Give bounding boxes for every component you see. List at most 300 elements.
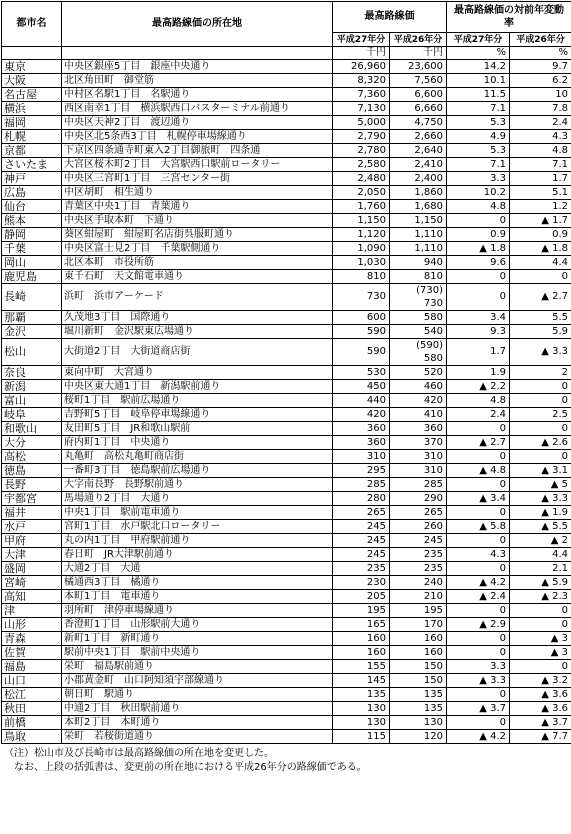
price-h27-cell: 2,050 [333,186,390,200]
unit-rate-h27: % [447,47,510,60]
rate-h27-cell: ▲ 2.2 [447,380,510,394]
price-h26-cell: 160 [390,646,447,660]
table-row [2,380,571,394]
location-cell: 一番町3丁目 徳島駅前広場通り [62,464,333,478]
rate-h27-cell: 0 [447,534,510,548]
table-row [2,730,571,744]
price-h27-cell: 285 [333,478,390,492]
price-h27-cell: 155 [333,660,390,674]
table-row [2,102,571,116]
price-h26-previous-location: (730) [392,284,443,297]
rate-h27-cell: 0 [447,214,510,228]
price-h26-cell: 6,660 [390,102,447,116]
city-name-cell: 金沢 [2,325,62,339]
city-name-cell: 松山 [2,339,62,366]
city-name-cell: 宮崎 [2,576,62,590]
price-h27-cell: 245 [333,534,390,548]
location-cell: 中央区富士見2丁目 千葉駅側通り [62,242,333,256]
city-name-cell: 甲府 [2,534,62,548]
price-h27-cell: 2,790 [333,130,390,144]
location-cell: 北区本町 市役所筋 [62,256,333,270]
price-h27-cell: 310 [333,450,390,464]
table-row [2,408,571,422]
rate-h26-cell: ▲ 3.1 [510,464,571,478]
city-name-cell: 松江 [2,688,62,702]
price-h27-cell: 360 [333,422,390,436]
price-h26-cell: 370 [390,436,447,450]
price-h26-cell: 235 [390,548,447,562]
table-row [2,88,571,102]
city-name-cell: 横浜 [2,102,62,116]
rate-h26-cell: 6.2 [510,74,571,88]
price-h26-cell: 265 [390,506,447,520]
price-h27-cell: 1,090 [333,242,390,256]
table-row [2,256,571,270]
table-row [2,548,571,562]
table-row [2,144,571,158]
rate-h27-cell: 2.4 [447,408,510,422]
table-body [2,47,571,744]
table-row [2,520,571,534]
city-name-cell: 長崎 [2,284,62,311]
price-h26-previous-location: (590) [392,339,443,352]
price-h27-cell: 280 [333,492,390,506]
table-row [2,464,571,478]
rate-h27-cell: 0 [447,506,510,520]
table-row [2,478,571,492]
city-name-cell: 名古屋 [2,88,62,102]
rate-h26-cell: 0.9 [510,228,571,242]
price-h27-cell: 420 [333,408,390,422]
header-city: 都市名 [2,2,62,47]
price-h27-cell: 115 [333,730,390,744]
footnote [4,747,571,775]
rate-h26-cell: ▲ 7.7 [510,730,571,744]
location-cell: 下京区四条通寺町東入2丁目御旅町 四条通 [62,144,333,158]
price-h26-cell: 420 [390,394,447,408]
price-h26-cell: 1,680 [390,200,447,214]
location-cell: 新町1丁目 新町通り [62,632,333,646]
table-row [2,702,571,716]
footnote-line-1: （注）松山市及び長崎市は最高路線価の所在地を変更した。 [4,747,571,761]
city-name-cell: 富山 [2,394,62,408]
price-h27-cell: 245 [333,520,390,534]
table-row [2,284,571,311]
table-row [2,394,571,408]
rate-h27-cell: 0 [447,646,510,660]
header-price-h27: 平成27年分 [333,33,390,47]
price-h27-cell: 5,000 [333,116,390,130]
rate-h27-cell: 3.3 [447,660,510,674]
location-cell: 大街道2丁目 大街道商店街 [62,339,333,366]
rate-h26-cell: 4.4 [510,256,571,270]
rate-h26-cell: 0 [510,618,571,632]
location-cell: 中央1丁目 駅前電車通り [62,506,333,520]
price-h27-cell: 600 [333,311,390,325]
header-yoy-rate: 最高路線価の対前年変動率 [447,2,571,33]
price-h27-cell: 2,480 [333,172,390,186]
city-name-cell: 佐賀 [2,646,62,660]
location-cell: 東千石町 天文館電車通り [62,270,333,284]
price-h26-cell: 410 [390,408,447,422]
city-name-cell: 大津 [2,548,62,562]
rate-h27-cell: 10.1 [447,74,510,88]
location-cell: 東向中町 大宮通り [62,366,333,380]
table-row [2,242,571,256]
rate-h26-cell: ▲ 1.7 [510,214,571,228]
rate-h26-cell: ▲ 3.7 [510,716,571,730]
rate-h27-cell: 4.9 [447,130,510,144]
location-cell: 堀川新町 金沢駅東広場通り [62,325,333,339]
city-name-cell: 高知 [2,590,62,604]
rate-h27-cell: 0 [447,270,510,284]
price-h27-cell: 160 [333,646,390,660]
rate-h26-cell: ▲ 1.8 [510,242,571,256]
price-h26-cell: 940 [390,256,447,270]
footnote-line-2: なお、上段の括弧書は、変更前の所在地における平成26年分の路線価である。 [4,761,571,775]
location-cell: 北区角田町 御堂筋 [62,74,333,88]
price-h27-cell: 360 [333,436,390,450]
table-row [2,366,571,380]
price-h26-cell: 520 [390,366,447,380]
rate-h26-cell: ▲ 1.9 [510,506,571,520]
location-cell: 中央区手取本町 下通り [62,214,333,228]
rate-h27-cell: ▲ 2.4 [447,590,510,604]
rate-h26-cell: 7.8 [510,102,571,116]
location-cell: 春日町 JR大津駅前通り [62,548,333,562]
price-h27-cell: 8,320 [333,74,390,88]
city-name-cell: 津 [2,604,62,618]
price-h27-cell: 2,780 [333,144,390,158]
rate-h26-cell: 4.3 [510,130,571,144]
rate-h26-cell: ▲ 3 [510,646,571,660]
rate-h26-cell: ▲ 3.3 [510,492,571,506]
city-name-cell: 福島 [2,660,62,674]
price-h26-cell: 360 [390,422,447,436]
price-h26-cell: 135 [390,702,447,716]
table-row [2,576,571,590]
city-name-cell: 鹿児島 [2,270,62,284]
rate-h27-cell: 11.5 [447,88,510,102]
rate-h27-cell: ▲ 1.8 [447,242,510,256]
unit-row [2,47,571,60]
price-h26-current-location: 730 [392,297,443,310]
table-row [2,674,571,688]
location-cell: 中央区東大通1丁目 新潟駅前通り [62,380,333,394]
rate-h26-cell: 9.7 [510,60,571,74]
price-h26-cell: 240 [390,576,447,590]
city-name-cell: 山口 [2,674,62,688]
table-row [2,172,571,186]
city-name-cell: 高松 [2,450,62,464]
table-row [2,646,571,660]
table-row [2,590,571,604]
rate-h26-cell: 1.2 [510,200,571,214]
rate-h26-cell: ▲ 2.7 [510,284,571,311]
city-name-cell: 岐阜 [2,408,62,422]
location-cell: 香澄町1丁目 山形駅前大通り [62,618,333,632]
rate-h27-cell: 10.2 [447,186,510,200]
location-cell: 中村区名駅1丁目 名駅通り [62,88,333,102]
price-h27-cell: 130 [333,716,390,730]
rate-h27-cell: 14.2 [447,60,510,74]
rate-h27-cell: 9.3 [447,325,510,339]
rate-h26-cell: 5.1 [510,186,571,200]
rate-h26-cell: 0 [510,380,571,394]
rate-h27-cell: 0 [447,688,510,702]
table-row [2,270,571,284]
rate-h27-cell: 0 [447,450,510,464]
price-h26-cell: 2,640 [390,144,447,158]
rate-h26-cell: 0 [510,660,571,674]
price-h26-cell: 2,410 [390,158,447,172]
rate-h27-cell: 0 [447,632,510,646]
table-row [2,228,571,242]
rate-h26-cell: 5.5 [510,311,571,325]
location-cell: 栄町 若桜街道通り [62,730,333,744]
rate-h27-cell: ▲ 3.3 [447,674,510,688]
rate-h27-cell: 9.6 [447,256,510,270]
rate-h27-cell: 0 [447,716,510,730]
location-cell: 羽所町 津停車場線通り [62,604,333,618]
price-h26-cell: 540 [390,325,447,339]
city-name-cell: 長野 [2,478,62,492]
rate-h27-cell: 5.3 [447,116,510,130]
rate-h26-cell: 4.4 [510,548,571,562]
table-row [2,311,571,325]
location-cell: 府内町1丁目 中央通り [62,436,333,450]
unit-cell-blank [2,47,62,60]
price-h27-cell: 590 [333,339,390,366]
rate-h27-cell: 4.8 [447,394,510,408]
table-row [2,450,571,464]
price-h26-cell: 170 [390,618,447,632]
price-h27-cell: 230 [333,576,390,590]
table-row [2,214,571,228]
price-h26-cell: 160 [390,632,447,646]
city-name-cell: 前橋 [2,716,62,730]
city-name-cell: 札幌 [2,130,62,144]
price-h27-cell: 810 [333,270,390,284]
rate-h26-cell: 2.5 [510,408,571,422]
price-h26-cell: 310 [390,450,447,464]
price-h27-cell: 135 [333,688,390,702]
location-cell: 栄町 福島駅前通り [62,660,333,674]
city-name-cell: 水戸 [2,520,62,534]
price-h26-cell: 1,110 [390,242,447,256]
city-name-cell: 京都 [2,144,62,158]
location-cell: 大字南長野 長野駅前通り [62,478,333,492]
rate-h26-cell: ▲ 3.6 [510,702,571,716]
city-name-cell: 神戸 [2,172,62,186]
price-h27-cell: 7,130 [333,102,390,116]
city-name-cell: 秋田 [2,702,62,716]
location-cell: 浜町 浜市アーケード [62,284,333,311]
table-row [2,130,571,144]
rate-h27-cell: 0 [447,562,510,576]
price-h27-cell: 1,120 [333,228,390,242]
price-h27-cell: 26,960 [333,60,390,74]
city-name-cell: 鳥取 [2,730,62,744]
price-h27-cell: 1,030 [333,256,390,270]
location-cell: 久茂地3丁目 国際通り [62,311,333,325]
unit-rate-h26: % [510,47,571,60]
rate-h27-cell: ▲ 5.8 [447,520,510,534]
unit-price-h26: 千円 [390,47,447,60]
price-h26-cell: 1,110 [390,228,447,242]
location-cell: 橘通西3丁目 橘通り [62,576,333,590]
price-h26-cell: 1,860 [390,186,447,200]
rate-h26-cell: 1.7 [510,172,571,186]
location-cell: 中央区北5条西3丁目 札幌停車場線通り [62,130,333,144]
location-cell: 本町1丁目 電車通り [62,590,333,604]
location-cell: 丸の内1丁目 甲府駅前通り [62,534,333,548]
table-row [2,200,571,214]
location-cell: 西区南幸1丁目 横浜駅西口バスターミナル前通り [62,102,333,116]
rate-h27-cell: ▲ 4.2 [447,730,510,744]
table-row [2,325,571,339]
price-h26-cell: 2,660 [390,130,447,144]
location-cell: 中央区銀座5丁目 銀座中央通り [62,60,333,74]
city-name-cell: 東京 [2,60,62,74]
price-h27-cell: 440 [333,394,390,408]
rate-h27-cell: ▲ 3.7 [447,702,510,716]
rate-h26-cell: 5.9 [510,325,571,339]
price-h26-cell: 23,600 [390,60,447,74]
location-cell: 本町2丁目 本町通り [62,716,333,730]
price-h27-cell: 160 [333,632,390,646]
city-name-cell: 熊本 [2,214,62,228]
price-h27-cell: 195 [333,604,390,618]
price-h26-cell [390,339,447,366]
price-h27-cell: 235 [333,562,390,576]
price-h26-cell: 460 [390,380,447,394]
table-row [2,618,571,632]
header-price-h26: 平成26年分 [390,33,447,47]
table-row [2,562,571,576]
city-name-cell: 福井 [2,506,62,520]
rate-h26-cell: 0 [510,450,571,464]
rate-h27-cell: ▲ 2.7 [447,436,510,450]
price-h27-cell: 590 [333,325,390,339]
location-cell: 中通2丁目 秋田駅前通り [62,702,333,716]
price-h26-cell: 310 [390,464,447,478]
rate-h26-cell: ▲ 5.5 [510,520,571,534]
rate-h27-cell: 3.4 [447,311,510,325]
table-row [2,422,571,436]
location-cell: 宮町1丁目 水戸駅北口ロータリー [62,520,333,534]
rate-h26-cell: 2 [510,366,571,380]
rate-h26-cell: ▲ 2.6 [510,436,571,450]
price-h27-cell: 130 [333,702,390,716]
table-row [2,632,571,646]
price-h26-cell: 195 [390,604,447,618]
rate-h26-cell: 10 [510,88,571,102]
rate-h27-cell: ▲ 2.9 [447,618,510,632]
rate-h26-cell: ▲ 3 [510,632,571,646]
rate-h27-cell: ▲ 4.2 [447,576,510,590]
table-row [2,339,571,366]
price-h26-cell: 245 [390,534,447,548]
location-cell: 中央区天神2丁目 渡辺通り [62,116,333,130]
price-h27-cell: 730 [333,284,390,311]
rate-h27-cell: 5.3 [447,144,510,158]
location-cell: 吉野町5丁目 岐阜停車場線通り [62,408,333,422]
rate-h27-cell: 0 [447,604,510,618]
header-top-price: 最高路線価 [333,2,447,33]
rate-h26-cell: 2.1 [510,562,571,576]
rate-h27-cell: 3.3 [447,172,510,186]
rate-h26-cell: 7.1 [510,158,571,172]
table-row [2,436,571,450]
city-name-cell: 那覇 [2,311,62,325]
city-name-cell: 静岡 [2,228,62,242]
rate-h26-cell: ▲ 5.9 [510,576,571,590]
city-name-cell: 千葉 [2,242,62,256]
location-cell: 友田町5丁目 JR和歌山駅前 [62,422,333,436]
location-cell: 小郡黄金町 山口阿知須宇部線通り [62,674,333,688]
rate-h26-cell: ▲ 2.3 [510,590,571,604]
price-h27-cell: 1,760 [333,200,390,214]
city-name-cell: 新潟 [2,380,62,394]
unit-cell-blank [62,47,333,60]
table-row [2,158,571,172]
rate-h26-cell: 0 [510,422,571,436]
city-name-cell: 盛岡 [2,562,62,576]
rate-h26-cell: 0 [510,394,571,408]
price-h26-cell: 2,400 [390,172,447,186]
price-h26-cell: 580 [390,311,447,325]
unit-price-h27: 千円 [333,47,390,60]
rate-h27-cell: 1.9 [447,366,510,380]
rate-h27-cell: 0 [447,478,510,492]
rate-h26-cell: ▲ 2 [510,534,571,548]
city-name-cell: 大分 [2,436,62,450]
rate-h27-cell: 0 [447,284,510,311]
rate-h27-cell: 4.8 [447,200,510,214]
rate-h27-cell: ▲ 3.4 [447,492,510,506]
city-name-cell: 奈良 [2,366,62,380]
location-cell: 馬場通り2丁目 大通り [62,492,333,506]
price-h26-cell: 150 [390,674,447,688]
price-h26-cell: 290 [390,492,447,506]
rate-h26-cell: 4.8 [510,144,571,158]
city-name-cell: 宇都宮 [2,492,62,506]
price-h27-cell: 295 [333,464,390,478]
location-cell: 駅前中央1丁目 駅前中央通り [62,646,333,660]
price-h27-cell: 265 [333,506,390,520]
location-cell: 大通2丁目 大通 [62,562,333,576]
table-row [2,116,571,130]
table-row [2,506,571,520]
rate-h26-cell: 0 [510,604,571,618]
price-h26-cell: 150 [390,660,447,674]
city-name-cell: 大阪 [2,74,62,88]
city-name-cell: 青森 [2,632,62,646]
price-h26-cell: 285 [390,478,447,492]
city-name-cell: 山形 [2,618,62,632]
table-row [2,534,571,548]
rate-h27-cell: 7.1 [447,158,510,172]
price-h27-cell: 205 [333,590,390,604]
price-h27-cell: 165 [333,618,390,632]
price-h26-cell: 135 [390,688,447,702]
table-row [2,186,571,200]
city-name-cell: さいたま [2,158,62,172]
price-h26-cell: 1,150 [390,214,447,228]
location-cell: 大宮区桜木町2丁目 大宮駅西口駅前ロータリー [62,158,333,172]
location-cell: 桜町1丁目 駅前広場通り [62,394,333,408]
